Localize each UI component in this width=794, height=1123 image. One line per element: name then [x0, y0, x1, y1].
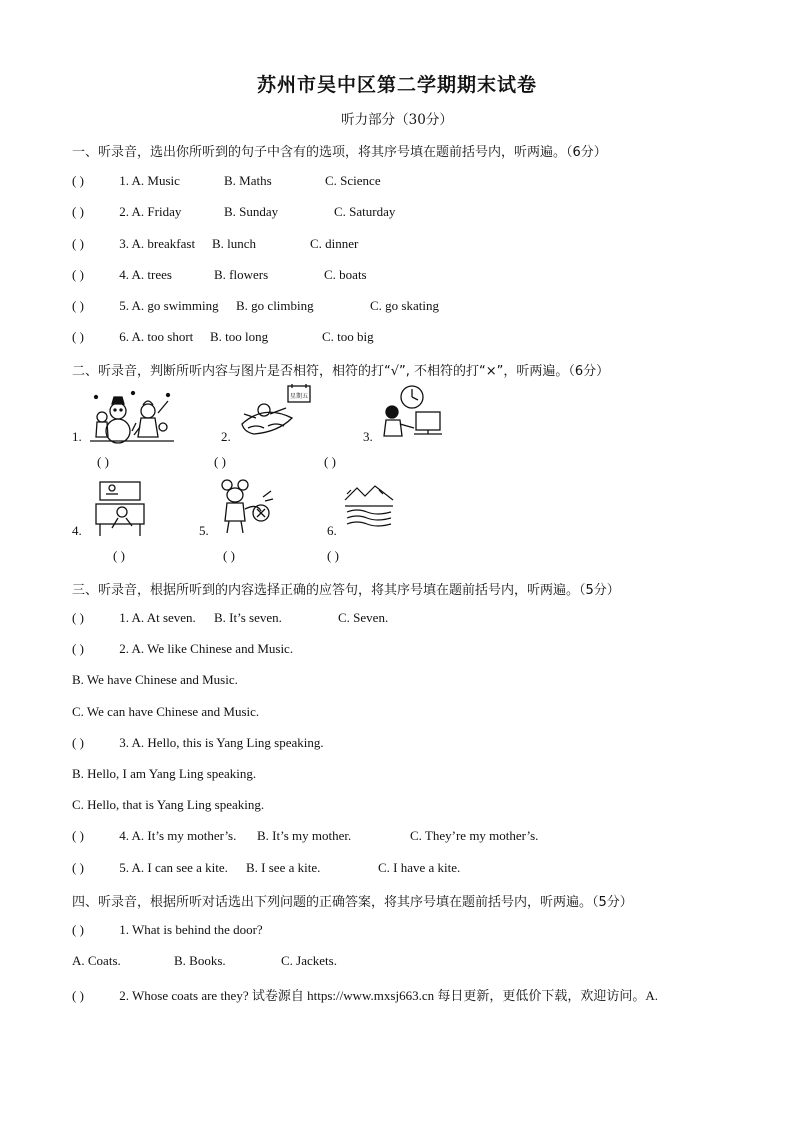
sec1-item-5 [72, 298, 439, 314]
option-a: 3. A. Hello, this is Yang Ling speaking. [119, 735, 324, 750]
option-b: B. too long [210, 329, 269, 344]
section-3-heading: 三、听录音，根据所听到的内容选择正确的应答句，将其序号填在题前括号内，听两遍。（5分） [72, 583, 620, 598]
option-a: 6. A. too short [119, 329, 194, 344]
option-a: A. Coats. [72, 953, 121, 968]
swimming-child-icon [234, 384, 314, 442]
answer-paren[interactable]: ( ) [72, 988, 84, 1003]
sec3-item-3 [72, 735, 324, 751]
option-b: B. Books. [174, 953, 226, 968]
option-b: B. Maths [224, 173, 272, 188]
answer-paren[interactable]: ( ) [72, 267, 84, 282]
answer-paren[interactable]: ( ) [72, 298, 84, 313]
answer-paren[interactable]: ( ) [72, 236, 84, 251]
answer-bracket[interactable]: ( ) [113, 548, 125, 563]
answer-paren[interactable]: ( ) [72, 204, 84, 219]
sec1-item-2 [72, 204, 396, 220]
picture-number: 6. [327, 523, 337, 538]
answer-bracket[interactable]: ( ) [327, 548, 339, 563]
answer-paren[interactable]: ( ) [72, 641, 84, 656]
option-c: C. too big [322, 329, 374, 344]
option-b: B. I see a kite. [246, 860, 321, 875]
option-b: B. lunch [212, 236, 257, 251]
sec4-item-1-options [72, 953, 337, 969]
option-c: C. go skating [370, 298, 439, 313]
sec3-item-2 [72, 641, 293, 657]
section-4-heading: 四、听录音，根据所听对话选出下列问题的正确答案，将其序号填在题前括号内，听两遍。（5分） [72, 895, 633, 910]
clock-computer-icon [378, 384, 444, 440]
picture-number: 4. [72, 523, 82, 538]
option-a: 1. A. At seven. [119, 610, 196, 625]
sec3-item-5 [72, 860, 461, 876]
option-a: 4. A. It’s my mother’s. [119, 828, 237, 843]
answer-paren[interactable]: ( ) [72, 828, 84, 843]
option-c: C. They’re my mother’s. [410, 828, 539, 843]
picture-number: 5. [199, 523, 209, 538]
section-1-heading: 一、听录音，选出你所听到的句子中含有的选项，将其序号填在题前括号内，听两遍。（6分） [72, 145, 607, 160]
sec1-item-3 [72, 236, 359, 252]
picture-number: 2. [221, 429, 231, 444]
option-a: 5. A. I can see a kite. [119, 860, 228, 875]
answer-paren[interactable]: ( ) [72, 735, 84, 750]
question-text: 2. Whose coats are they? 试卷源自 https://www.mxsj663.cn 每日更新，更低价下载，欢迎访问。A. [119, 988, 658, 1003]
picture-number: 1. [72, 429, 82, 444]
sec3-item-3-option-b: B. Hello, I am Yang Ling speaking. [72, 766, 257, 781]
sec4-item-1 [72, 922, 263, 938]
option-a: 4. A. trees [119, 267, 172, 282]
option-c: C. dinner [310, 236, 359, 251]
answer-paren[interactable]: ( ) [72, 610, 84, 625]
option-a: 5. A. go swimming [119, 298, 219, 313]
mountain-river-icon [343, 484, 395, 530]
calendar-text: 星期五 [289, 393, 309, 400]
sec1-item-1 [72, 173, 381, 189]
answer-bracket[interactable]: ( ) [97, 454, 109, 469]
option-c: C. boats [324, 267, 367, 282]
option-c: C. Saturday [334, 204, 396, 219]
answer-bracket[interactable]: ( ) [223, 548, 235, 563]
snowman-kids-icon [88, 387, 176, 445]
sec3-item-2-option-b: B. We have Chinese and Music. [72, 672, 238, 687]
option-a: 2. A. We like Chinese and Music. [119, 641, 294, 656]
section-2-heading: 二、听录音，判断所听内容与图片是否相符，相符的打“√”, 不相符的打“×”，听两遍。（6分） [72, 364, 610, 379]
answer-paren[interactable]: ( ) [72, 329, 84, 344]
answer-paren[interactable]: ( ) [72, 922, 84, 937]
option-c: C. Seven. [338, 610, 389, 625]
option-b: B. It’s seven. [214, 610, 282, 625]
option-c: C. I have a kite. [378, 860, 461, 875]
option-a: 1. A. Music [119, 173, 180, 188]
sec1-item-4 [72, 267, 367, 283]
sec3-item-1 [72, 610, 389, 626]
sec3-item-2-option-c: C. We can have Chinese and Music. [72, 704, 260, 719]
question-text: 1. What is behind the door? [119, 922, 263, 937]
mouse-icon [217, 477, 275, 537]
page-subtitle: 听力部分（30分） [341, 112, 453, 128]
sec4-item-2 [72, 985, 658, 1004]
option-c: C. Jackets. [281, 953, 337, 968]
answer-bracket[interactable]: ( ) [214, 454, 226, 469]
page-title: 苏州市吴中区第二学期期末试卷 [256, 74, 537, 96]
option-b: B. Sunday [224, 204, 279, 219]
option-b: B. It’s my mother. [257, 828, 352, 843]
answer-paren[interactable]: ( ) [72, 173, 84, 188]
sec1-item-6 [72, 329, 374, 345]
sec3-item-3-option-c: C. Hello, that is Yang Ling speaking. [72, 797, 265, 812]
answer-bracket[interactable]: ( ) [324, 454, 336, 469]
classroom-icon [92, 480, 148, 538]
answer-paren[interactable]: ( ) [72, 860, 84, 875]
sec3-item-4 [72, 828, 539, 844]
picture-number: 3. [363, 429, 373, 444]
option-b: B. go climbing [236, 298, 314, 313]
option-a: 3. A. breakfast [119, 236, 196, 251]
option-a: 2. A. Friday [119, 204, 182, 219]
option-c: C. Science [325, 173, 381, 188]
option-b: B. flowers [214, 267, 269, 282]
